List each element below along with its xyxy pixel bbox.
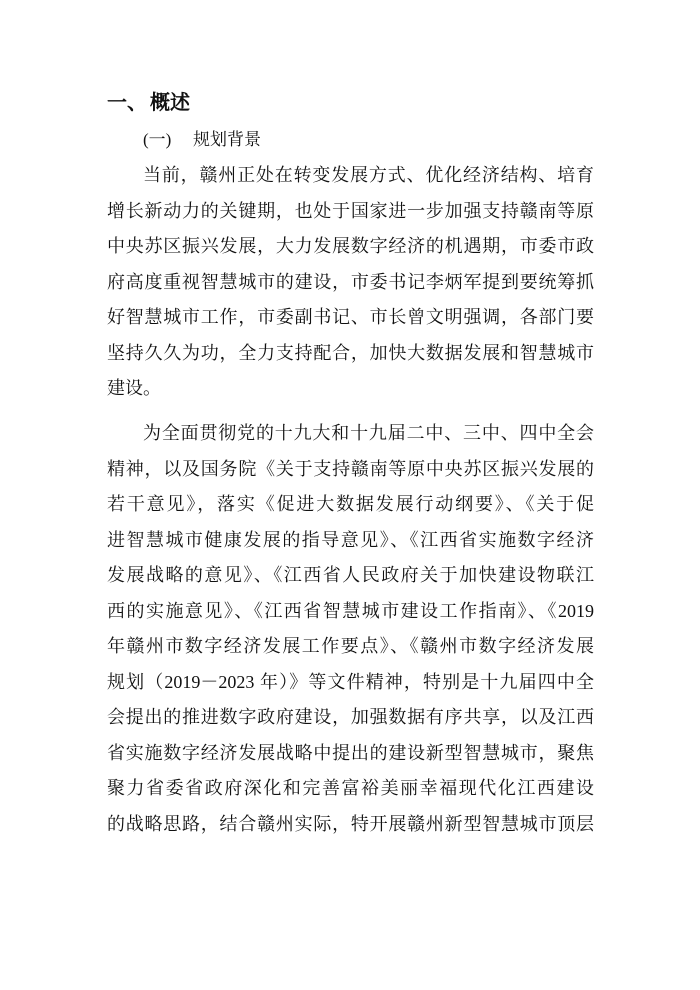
section-title: 概述 <box>150 92 190 114</box>
paragraph-line: 为全面贯彻党的十九大和十九届二中、三中、四中全会 <box>143 423 594 443</box>
paragraph <box>107 158 594 407</box>
section-heading <box>107 88 190 118</box>
paragraph-line: 坚持久久为功，全力支持配合，加快大数据发展和智慧城市 <box>107 342 594 363</box>
subsection-number: (一) <box>143 130 172 149</box>
paragraph-line: 的战略思路，结合赣州实际，特开展赣州新型智慧城市顶层 <box>107 813 594 834</box>
paragraph-line: 进智慧城市健康发展的指导意见》、《江西省实施数字经济 <box>107 529 594 550</box>
paragraph-line: 省实施数字经济发展战略中提出的建设新型智慧城市，聚焦 <box>107 742 594 763</box>
paragraph-line: 西的实施意见》、《江西省智慧城市建设工作指南》、《2019 <box>107 600 594 621</box>
paragraph-line: 聚力省委省政府深化和完善富裕美丽幸福现代化江西建设 <box>107 778 594 798</box>
paragraph-line: 好智慧城市工作，市委副书记、市长曾文明强调，各部门要 <box>107 307 594 327</box>
paragraph-line: 中央苏区振兴发展，大力发展数字经济的机遇期，市委市政 <box>107 236 594 256</box>
paragraph-line: 发展战略的意见》、《江西省人民政府关于加快建设物联江 <box>107 565 594 585</box>
section-number: 一、 <box>107 92 147 114</box>
subsection-heading <box>143 126 261 154</box>
paragraph-line: 若干意见》，落实《促进大数据发展行动纲要》、《关于促 <box>107 494 594 514</box>
paragraph-line: 府高度重视智慧城市的建设，市委书记李炳军提到要统筹抓 <box>107 271 594 292</box>
paragraph-line: 规划（2019－2023 年）》等文件精神，特别是十九届四中全 <box>107 671 594 692</box>
paragraph <box>107 416 594 842</box>
paragraph-line: 当前，赣州正处在转变发展方式、优化经济结构、培育 <box>143 165 594 185</box>
paragraph-line: 精神，以及国务院《关于支持赣南等原中央苏区振兴发展的 <box>107 458 594 479</box>
subsection-title: 规划背景 <box>193 130 261 149</box>
paragraph-line: 年赣州市数字经济发展工作要点》、《赣州市数字经济发展 <box>107 636 594 656</box>
paragraph-line: 会提出的推进数字政府建设，加强数据有序共享，以及江西 <box>107 707 594 727</box>
paragraph-line: 建设。 <box>107 378 161 398</box>
paragraph-line: 增长新动力的关键期，也处于国家进一步加强支持赣南等原 <box>107 200 594 221</box>
